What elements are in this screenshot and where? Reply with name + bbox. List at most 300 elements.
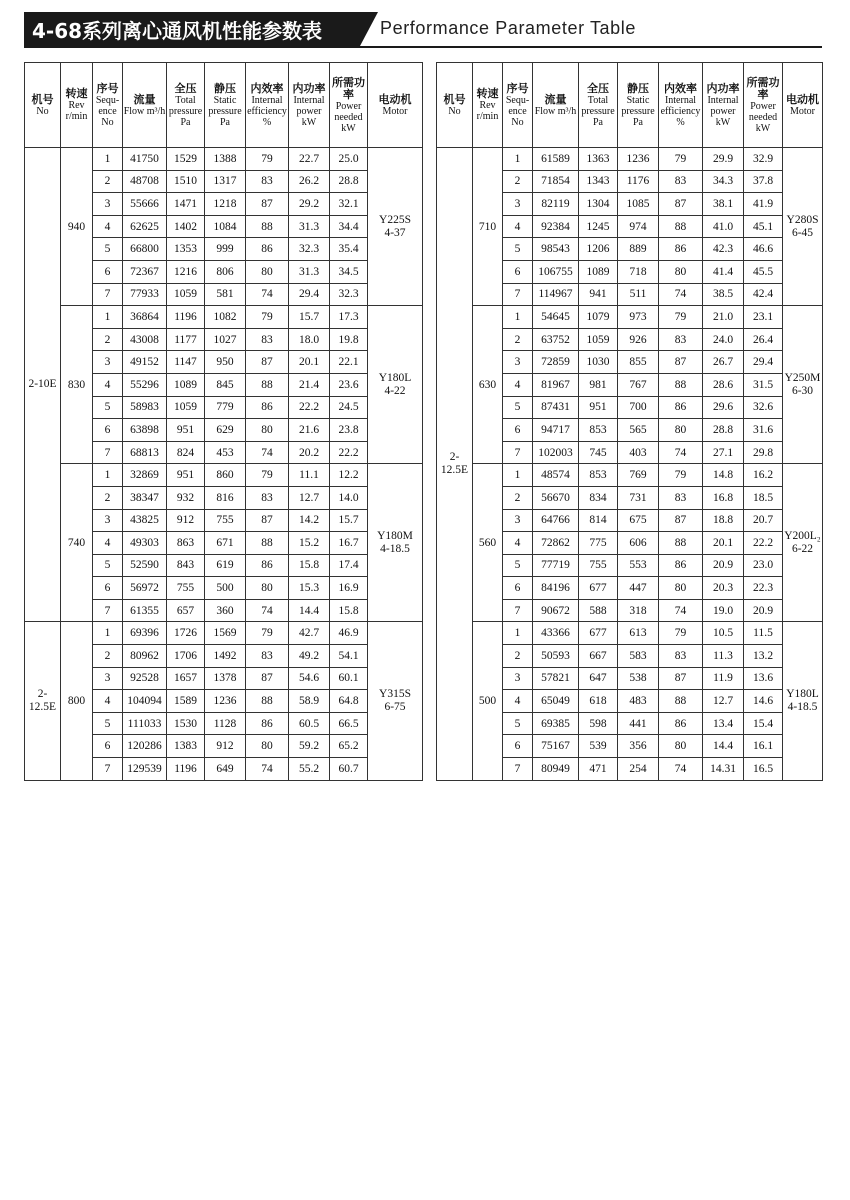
cell-flow: 98543	[533, 238, 579, 261]
cell-motor	[368, 464, 423, 622]
cell-power-needed: 22.2	[744, 532, 783, 555]
cell-internal-power: 55.2	[289, 758, 330, 781]
cell-total-pressure: 1089	[167, 373, 205, 396]
cell-static-pressure: 629	[205, 419, 246, 442]
cell-total-pressure: 598	[579, 712, 618, 735]
cell-sequence: 3	[93, 351, 123, 374]
cell-total-pressure: 1383	[167, 735, 205, 758]
header-internal-efficiency	[246, 63, 289, 148]
cell-motor	[783, 306, 823, 464]
cell-total-pressure: 745	[579, 441, 618, 464]
cell-total-pressure: 1363	[579, 148, 618, 171]
header-label-zh: 流量	[133, 92, 156, 106]
cell-internal-power: 49.2	[289, 645, 330, 668]
cell-flow: 63752	[533, 328, 579, 351]
cell-flow: 64766	[533, 509, 579, 532]
performance-table-left	[24, 62, 423, 781]
cell-internal-power: 54.6	[289, 667, 330, 690]
header-static-pressure	[205, 63, 246, 148]
cell-flow: 58983	[123, 396, 167, 419]
cell-internal-power: 22.7	[289, 148, 330, 171]
header-row	[25, 63, 423, 148]
header-label-en: Static pressure Pa	[208, 94, 242, 128]
cell-static-pressure: 619	[205, 554, 246, 577]
cell-power-needed: 34.5	[330, 260, 368, 283]
cell-static-pressure: 1236	[205, 690, 246, 713]
cell-flow: 90672	[533, 599, 579, 622]
cell-internal-efficiency: 88	[659, 532, 703, 555]
cell-internal-efficiency: 88	[659, 373, 703, 396]
cell-sequence: 3	[93, 509, 123, 532]
header-label-zh: 全压	[174, 81, 197, 95]
cell-sequence: 2	[503, 645, 533, 668]
cell-static-pressure: 700	[618, 396, 659, 419]
cell-total-pressure: 1196	[167, 306, 205, 329]
cell-flow: 50593	[533, 645, 579, 668]
cell-total-pressure: 1471	[167, 193, 205, 216]
cell-total-pressure: 1353	[167, 238, 205, 261]
cell-internal-efficiency: 86	[246, 554, 289, 577]
cell-internal-power: 29.6	[703, 396, 744, 419]
cell-static-pressure: 1082	[205, 306, 246, 329]
header-label-en: No	[36, 105, 49, 117]
cell-static-pressure: 606	[618, 532, 659, 555]
cell-total-pressure: 932	[167, 486, 205, 509]
cell-power-needed: 16.1	[744, 735, 783, 758]
cell-total-pressure: 843	[167, 554, 205, 577]
cell-sequence: 7	[503, 441, 533, 464]
cell-total-pressure: 677	[579, 577, 618, 600]
header-label-zh: 机号	[31, 92, 54, 106]
cell-sequence: 5	[503, 712, 533, 735]
cell-total-pressure: 1177	[167, 328, 205, 351]
cell-sequence: 4	[503, 215, 533, 238]
cell-power-needed: 15.8	[330, 599, 368, 622]
cell-flow: 71854	[533, 170, 579, 193]
cell-sequence: 7	[93, 599, 123, 622]
cell-sequence: 5	[503, 238, 533, 261]
table-row	[25, 622, 423, 645]
cell-internal-power: 29.9	[703, 148, 744, 171]
cell-sequence: 6	[93, 735, 123, 758]
header-rev	[61, 63, 93, 148]
cell-internal-power: 18.8	[703, 509, 744, 532]
cell-static-pressure: 806	[205, 260, 246, 283]
cell-internal-efficiency: 86	[659, 712, 703, 735]
page-header	[24, 12, 822, 46]
cell-sequence: 5	[93, 712, 123, 735]
cell-total-pressure: 1589	[167, 690, 205, 713]
cell-internal-power: 20.3	[703, 577, 744, 600]
cell-internal-efficiency: 74	[659, 283, 703, 306]
cell-static-pressure: 649	[205, 758, 246, 781]
cell-internal-power: 41.4	[703, 260, 744, 283]
cell-total-pressure: 1196	[167, 758, 205, 781]
cell-sequence: 5	[93, 396, 123, 419]
header-label-zh: 内效率	[250, 81, 284, 95]
cell-internal-power: 31.3	[289, 260, 330, 283]
cell-power-needed: 23.6	[330, 373, 368, 396]
motor-line: 6-75	[384, 701, 406, 714]
cell-internal-efficiency: 86	[659, 238, 703, 261]
cell-power-needed: 16.2	[744, 464, 783, 487]
cell-flow: 65049	[533, 690, 579, 713]
cell-internal-power: 20.1	[289, 351, 330, 374]
cell-sequence: 2	[93, 328, 123, 351]
cell-power-needed: 35.4	[330, 238, 368, 261]
cell-flow: 72859	[533, 351, 579, 374]
cell-internal-efficiency: 79	[246, 306, 289, 329]
cell-internal-efficiency: 80	[246, 260, 289, 283]
header-label-en: Rev r/min	[65, 100, 88, 122]
cell-total-pressure: 941	[579, 283, 618, 306]
cell-internal-efficiency: 74	[246, 441, 289, 464]
cell-internal-power: 14.8	[703, 464, 744, 487]
table-row	[25, 464, 423, 487]
cell-power-needed: 14.6	[744, 690, 783, 713]
cell-sequence: 7	[503, 599, 533, 622]
cell-total-pressure: 1706	[167, 645, 205, 668]
cell-flow: 52590	[123, 554, 167, 577]
cell-total-pressure: 539	[579, 735, 618, 758]
table-row	[437, 622, 823, 645]
cell-flow: 75167	[533, 735, 579, 758]
cell-total-pressure: 1657	[167, 667, 205, 690]
cell-internal-efficiency: 80	[659, 419, 703, 442]
motor-line: 6-30	[791, 384, 814, 397]
cell-static-pressure: 1569	[205, 622, 246, 645]
cell-sequence: 3	[93, 667, 123, 690]
cell-static-pressure: 360	[205, 599, 246, 622]
cell-total-pressure: 814	[579, 509, 618, 532]
cell-internal-efficiency: 86	[246, 396, 289, 419]
cell-flow: 111033	[123, 712, 167, 735]
cell-internal-power: 27.1	[703, 441, 744, 464]
cell-flow: 32869	[123, 464, 167, 487]
cell-sequence: 5	[93, 238, 123, 261]
cell-power-needed: 45.5	[744, 260, 783, 283]
cell-internal-power: 19.0	[703, 599, 744, 622]
cell-static-pressure: 999	[205, 238, 246, 261]
motor-line: 6-45	[791, 226, 814, 239]
cell-flow: 56972	[123, 577, 167, 600]
header-label-en: Rev r/min	[476, 100, 499, 122]
cell-total-pressure: 863	[167, 532, 205, 555]
cell-flow: 102003	[533, 441, 579, 464]
cell-power-needed: 32.1	[330, 193, 368, 216]
cell-internal-efficiency: 83	[659, 645, 703, 668]
cell-internal-power: 28.8	[703, 419, 744, 442]
cell-internal-efficiency: 87	[659, 667, 703, 690]
cell-sequence: 6	[93, 419, 123, 442]
cell-flow: 54645	[533, 306, 579, 329]
motor-line: Y250M	[784, 371, 821, 384]
motor-line: Y180L	[786, 688, 819, 701]
cell-flow: 49303	[123, 532, 167, 555]
header-label-zh: 内效率	[664, 81, 697, 95]
cell-total-pressure: 471	[579, 758, 618, 781]
cell-flow: 43825	[123, 509, 167, 532]
cell-internal-efficiency: 83	[246, 170, 289, 193]
cell-internal-efficiency: 79	[659, 464, 703, 487]
cell-flow: 77719	[533, 554, 579, 577]
cell-sequence: 1	[503, 622, 533, 645]
header-internal-efficiency	[659, 63, 703, 148]
cell-total-pressure: 1245	[579, 215, 618, 238]
header-label-zh: 转速	[476, 87, 499, 100]
cell-power-needed: 64.8	[330, 690, 368, 713]
cell-internal-power: 21.4	[289, 373, 330, 396]
cell-sequence: 3	[503, 509, 533, 532]
cell-flow: 43366	[533, 622, 579, 645]
cell-sequence: 3	[93, 193, 123, 216]
cell-sequence: 2	[503, 170, 533, 193]
cell-flow: 82119	[533, 193, 579, 216]
header-label-en: Total pressure Pa	[581, 94, 615, 128]
cell-flow: 38347	[123, 486, 167, 509]
header-label-zh: 序号	[506, 81, 529, 95]
cell-total-pressure: 677	[579, 622, 618, 645]
cell-total-pressure: 755	[579, 554, 618, 577]
cell-internal-efficiency: 79	[246, 464, 289, 487]
header-label-en: Internal power kW	[707, 94, 739, 128]
motor-line: Y280S	[786, 213, 819, 226]
cell-power-needed: 23.8	[330, 419, 368, 442]
cell-internal-power: 59.2	[289, 735, 330, 758]
cell-sequence: 7	[93, 758, 123, 781]
header-label-en: Internal power kW	[293, 94, 325, 128]
cell-internal-power: 14.4	[703, 735, 744, 758]
cell-power-needed: 14.0	[330, 486, 368, 509]
cell-total-pressure: 1216	[167, 260, 205, 283]
cell-sequence: 2	[93, 645, 123, 668]
header-label-en: Internal efficiency %	[660, 94, 701, 128]
header-no	[437, 63, 473, 148]
cell-static-pressure: 356	[618, 735, 659, 758]
cell-flow: 92384	[533, 215, 579, 238]
cell-total-pressure: 834	[579, 486, 618, 509]
cell-power-needed: 31.5	[744, 373, 783, 396]
header-row	[437, 63, 823, 148]
cell-internal-power: 16.8	[703, 486, 744, 509]
cell-power-needed: 15.4	[744, 712, 783, 735]
cell-sequence: 4	[503, 690, 533, 713]
motor-line: 4-18.5	[380, 542, 410, 555]
cell-static-pressure: 613	[618, 622, 659, 645]
cell-static-pressure: 675	[618, 509, 659, 532]
cell-total-pressure: 912	[167, 509, 205, 532]
cell-static-pressure: 973	[618, 306, 659, 329]
cell-flow: 72367	[123, 260, 167, 283]
cell-sequence: 1	[503, 306, 533, 329]
cell-total-pressure: 618	[579, 690, 618, 713]
cell-internal-power: 14.31	[703, 758, 744, 781]
header-label-zh: 静压	[627, 81, 649, 95]
cell-flow: 63898	[123, 419, 167, 442]
cell-internal-efficiency: 88	[246, 532, 289, 555]
cell-flow: 69385	[533, 712, 579, 735]
header-internal-power	[289, 63, 330, 148]
cell-power-needed: 46.6	[744, 238, 783, 261]
cell-flow: 43008	[123, 328, 167, 351]
cell-internal-power: 14.2	[289, 509, 330, 532]
motor-line: 6-22	[791, 542, 814, 555]
cell-internal-power: 18.0	[289, 328, 330, 351]
cell-power-needed: 54.1	[330, 645, 368, 668]
cell-internal-efficiency: 83	[246, 328, 289, 351]
cell-static-pressure: 441	[618, 712, 659, 735]
cell-static-pressure: 779	[205, 396, 246, 419]
cell-internal-power: 15.2	[289, 532, 330, 555]
cell-total-pressure: 853	[579, 419, 618, 442]
cell-internal-efficiency: 80	[659, 577, 703, 600]
cell-total-pressure: 824	[167, 441, 205, 464]
cell-flow: 77933	[123, 283, 167, 306]
cell-power-needed: 12.2	[330, 464, 368, 487]
header-label-zh: 所需功率	[332, 75, 365, 101]
cell-static-pressure: 565	[618, 419, 659, 442]
cell-power-needed: 23.1	[744, 306, 783, 329]
cell-static-pressure: 889	[618, 238, 659, 261]
cell-internal-efficiency: 86	[659, 554, 703, 577]
header-motor	[368, 63, 423, 148]
cell-sequence: 4	[93, 532, 123, 555]
cell-total-pressure: 775	[579, 532, 618, 555]
cell-sequence: 4	[503, 373, 533, 396]
cell-sequence: 4	[93, 215, 123, 238]
table-row	[437, 148, 823, 171]
header-no	[25, 63, 61, 148]
cell-flow: 104094	[123, 690, 167, 713]
cell-total-pressure: 588	[579, 599, 618, 622]
cell-static-pressure: 855	[618, 351, 659, 374]
cell-flow: 84196	[533, 577, 579, 600]
cell-power-needed: 45.1	[744, 215, 783, 238]
header-power-needed	[744, 63, 783, 148]
header-label-en: No	[448, 105, 461, 117]
cell-power-needed: 32.3	[330, 283, 368, 306]
cell-total-pressure: 1059	[167, 283, 205, 306]
cell-flow: 120286	[123, 735, 167, 758]
header-label-en: Power needed kW	[748, 100, 778, 134]
cell-static-pressure: 483	[618, 690, 659, 713]
cell-internal-power: 38.5	[703, 283, 744, 306]
cell-power-needed: 60.7	[330, 758, 368, 781]
header-label-en: Motor	[790, 105, 815, 117]
header-label-en: Flow m³/h	[123, 105, 166, 117]
cell-total-pressure: 1089	[579, 260, 618, 283]
motor-line: Y315S	[379, 688, 411, 701]
cell-power-needed: 22.3	[744, 577, 783, 600]
cell-power-needed: 22.2	[330, 441, 368, 464]
header-label-en: Total pressure Pa	[168, 94, 203, 128]
cell-internal-power: 20.9	[703, 554, 744, 577]
cell-total-pressure: 1529	[167, 148, 205, 171]
cell-static-pressure: 553	[618, 554, 659, 577]
cell-sequence: 7	[503, 283, 533, 306]
cell-internal-efficiency: 83	[246, 486, 289, 509]
cell-flow: 55666	[123, 193, 167, 216]
cell-sequence: 1	[93, 464, 123, 487]
cell-motor	[368, 306, 423, 464]
cell-internal-efficiency: 79	[659, 306, 703, 329]
cell-power-needed: 24.5	[330, 396, 368, 419]
header-label-en: Flow m³/h	[534, 105, 577, 117]
cell-internal-efficiency: 88	[659, 215, 703, 238]
cell-static-pressure: 511	[618, 283, 659, 306]
motor-line: Y180M	[377, 529, 413, 542]
cell-internal-power: 12.7	[289, 486, 330, 509]
cell-power-needed: 41.9	[744, 193, 783, 216]
header-label-en: Sequ- ence No	[505, 94, 530, 128]
cell-internal-power: 20.1	[703, 532, 744, 555]
cell-internal-efficiency: 80	[246, 735, 289, 758]
cell-static-pressure: 1317	[205, 170, 246, 193]
table-row	[437, 306, 823, 329]
cell-static-pressure: 1176	[618, 170, 659, 193]
cell-static-pressure: 1085	[618, 193, 659, 216]
cell-flow: 57821	[533, 667, 579, 690]
header-total-pressure	[167, 63, 205, 148]
cell-rev: 800	[61, 622, 93, 780]
cell-internal-efficiency: 74	[659, 441, 703, 464]
cell-static-pressure: 816	[205, 486, 246, 509]
cell-flow: 62625	[123, 215, 167, 238]
page-title-zh: 4-68系列离心通风机性能参数表	[32, 19, 323, 43]
cell-static-pressure: 1128	[205, 712, 246, 735]
cell-flow: 49152	[123, 351, 167, 374]
cell-sequence: 6	[503, 260, 533, 283]
cell-power-needed: 65.2	[330, 735, 368, 758]
cell-sequence: 5	[93, 554, 123, 577]
cell-power-needed: 16.7	[330, 532, 368, 555]
cell-flow: 92528	[123, 667, 167, 690]
page-title-en: Performance Parameter Table	[380, 18, 636, 38]
cell-sequence: 5	[503, 396, 533, 419]
cell-flow: 80949	[533, 758, 579, 781]
cell-internal-power: 60.5	[289, 712, 330, 735]
cell-internal-efficiency: 80	[659, 260, 703, 283]
cell-flow: 94717	[533, 419, 579, 442]
cell-power-needed: 19.8	[330, 328, 368, 351]
header-label-zh: 电动机	[378, 92, 412, 106]
cell-internal-efficiency: 86	[246, 238, 289, 261]
cell-flow: 48574	[533, 464, 579, 487]
cell-static-pressure: 912	[205, 735, 246, 758]
cell-static-pressure: 453	[205, 441, 246, 464]
cell-total-pressure: 647	[579, 667, 618, 690]
cell-power-needed: 17.3	[330, 306, 368, 329]
cell-flow: 81967	[533, 373, 579, 396]
header-label-zh: 转速	[65, 87, 88, 100]
header-label-zh: 机号	[443, 92, 466, 106]
header-label-zh: 内功率	[706, 81, 740, 95]
cell-sequence: 2	[503, 328, 533, 351]
cell-power-needed: 23.0	[744, 554, 783, 577]
cell-sequence: 4	[93, 690, 123, 713]
cell-sequence: 1	[93, 148, 123, 171]
cell-total-pressure: 951	[167, 464, 205, 487]
cell-total-pressure: 1079	[579, 306, 618, 329]
cell-internal-efficiency: 87	[246, 667, 289, 690]
cell-internal-power: 11.9	[703, 667, 744, 690]
cell-internal-efficiency: 83	[246, 645, 289, 668]
cell-power-needed: 28.8	[330, 170, 368, 193]
cell-total-pressure: 667	[579, 645, 618, 668]
cell-internal-power: 26.7	[703, 351, 744, 374]
cell-internal-power: 29.4	[289, 283, 330, 306]
cell-power-needed: 16.9	[330, 577, 368, 600]
